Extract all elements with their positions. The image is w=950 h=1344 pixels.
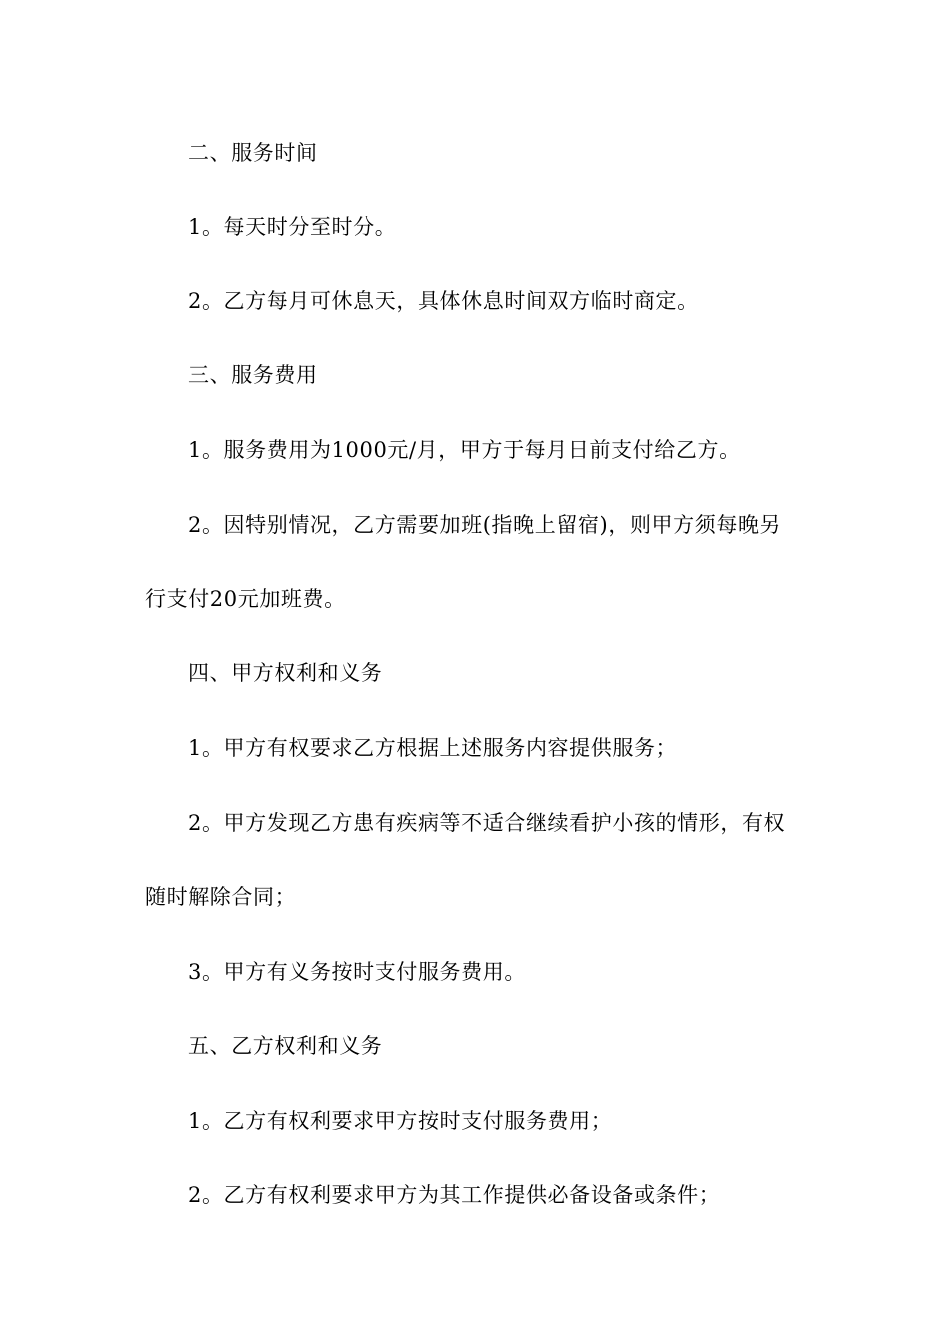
paragraph-monthly-rest: 2。乙方每月可休息天，具体休息时间双方临时商定。 — [188, 289, 699, 313]
section-heading-service-fee: 三、服务费用 — [188, 363, 318, 387]
paragraph-daily-hours: 1。每天时分至时分。 — [188, 215, 397, 239]
paragraph-party-b-right2: 2。乙方有权利要求甲方为其工作提供必备设备或条件； — [188, 1183, 721, 1207]
paragraph-party-a-right2-line1: 2。甲方发现乙方患有疾病等不适合继续看护小孩的情形，有权 — [188, 811, 786, 835]
paragraph-party-a-right2-line2: 随时解除合同； — [145, 885, 297, 909]
paragraph-party-a-right1: 1。甲方有权要求乙方根据上述服务内容提供服务； — [188, 736, 678, 760]
section-heading-party-a: 四、甲方权利和义务 — [188, 661, 383, 685]
paragraph-overtime-line2: 行支付20元加班费。 — [145, 587, 346, 611]
paragraph-fee-amount: 1。服务费用为1000元/月，甲方于每月日前支付给乙方。 — [188, 438, 741, 462]
section-heading-party-b: 五、乙方权利和义务 — [188, 1034, 383, 1058]
paragraph-overtime-line1: 2。因特别情况，乙方需要加班(指晚上留宿)，则甲方须每晚另 — [188, 513, 782, 537]
paragraph-party-a-duty: 3。甲方有义务按时支付服务费用。 — [188, 960, 526, 984]
section-heading-service-time: 二、服务时间 — [188, 141, 318, 165]
paragraph-party-b-right1: 1。乙方有权利要求甲方按时支付服务费用； — [188, 1109, 613, 1133]
